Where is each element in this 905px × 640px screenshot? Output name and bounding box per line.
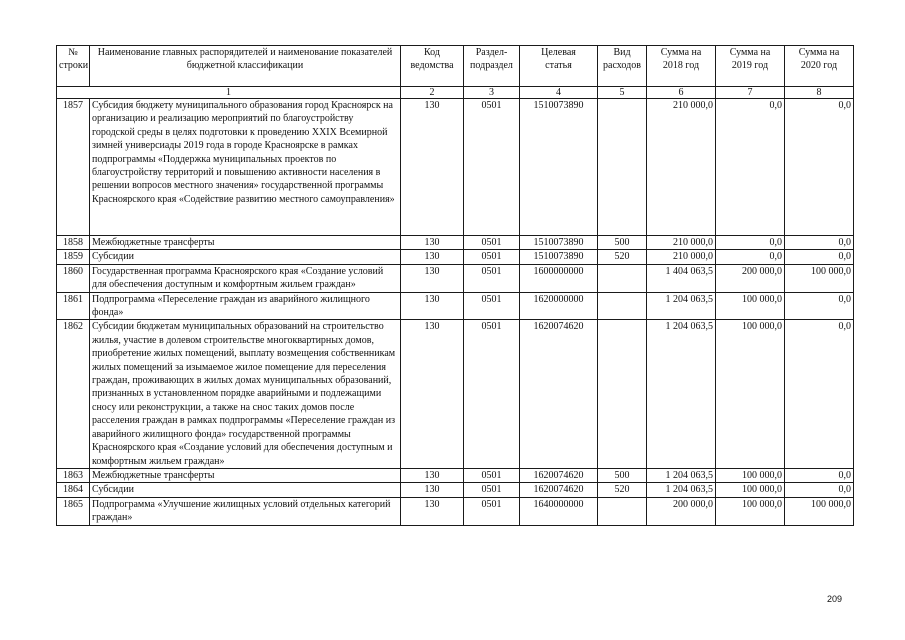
target-article-cell: 1620074620 [520, 320, 598, 468]
row-number-cell: 1862 [57, 320, 90, 468]
table-row [57, 497, 854, 525]
column-number: 7 [716, 87, 785, 99]
target-article-cell: 1510073890 [520, 250, 598, 264]
sum-2019-cell: 100 000,0 [716, 320, 785, 468]
sum-2018-cell: 210 000,0 [647, 250, 716, 264]
target-article-cell: 1510073890 [520, 236, 598, 250]
sum-2018-cell: 1 404 063,5 [647, 264, 716, 292]
name-cell: Государственная программа Красноярского края «Создание условий для обеспечения доступным и комфортным жильем граждан» [90, 264, 401, 292]
sum-2019-cell: 200 000,0 [716, 264, 785, 292]
section-cell: 0501 [464, 320, 520, 468]
budget-table [56, 45, 854, 526]
sum-2018-cell: 1 204 063,5 [647, 483, 716, 497]
row-number-cell: 1861 [57, 292, 90, 320]
name-cell: Подпрограмма «Улучшение жилищных условий отдельных категорий граждан» [90, 497, 401, 525]
sum-2019-cell: 100 000,0 [716, 468, 785, 482]
table-row [57, 483, 854, 497]
table-body [57, 46, 854, 526]
sum-2018-cell: 1 204 063,5 [647, 320, 716, 468]
sum-2020-cell: 100 000,0 [785, 497, 854, 525]
target-article-cell: 1600000000 [520, 264, 598, 292]
header-expense-type: Вид расходов [598, 46, 647, 87]
section-cell: 0501 [464, 468, 520, 482]
sum-2020-cell: 0,0 [785, 99, 854, 236]
expense-type-cell: 520 [598, 250, 647, 264]
dept-code-cell: 130 [401, 264, 464, 292]
column-number: 4 [520, 87, 598, 99]
section-cell: 0501 [464, 497, 520, 525]
section-cell: 0501 [464, 99, 520, 236]
sum-2019-cell: 0,0 [716, 99, 785, 236]
expense-type-cell [598, 264, 647, 292]
expense-type-cell: 500 [598, 236, 647, 250]
header-sum-2018: Сумма на 2018 год [647, 46, 716, 87]
section-cell: 0501 [464, 250, 520, 264]
column-number: 1 [57, 87, 401, 99]
dept-code-cell: 130 [401, 497, 464, 525]
header-name: Наименование главных распорядителей и наименование показателей бюджетной классификации [90, 46, 401, 87]
column-number: 8 [785, 87, 854, 99]
column-number: 3 [464, 87, 520, 99]
header-sum-2020: Сумма на 2020 год [785, 46, 854, 87]
row-number-cell: 1859 [57, 250, 90, 264]
expense-type-cell [598, 497, 647, 525]
target-article-cell: 1620000000 [520, 292, 598, 320]
dept-code-cell: 130 [401, 292, 464, 320]
section-cell: 0501 [464, 264, 520, 292]
sum-2019-cell: 100 000,0 [716, 292, 785, 320]
table-row [57, 468, 854, 482]
column-number-row [57, 87, 854, 99]
row-number-cell: 1860 [57, 264, 90, 292]
sum-2020-cell: 0,0 [785, 236, 854, 250]
sum-2020-cell: 0,0 [785, 292, 854, 320]
target-article-cell: 1620074620 [520, 483, 598, 497]
header-dept-code: Код ведомства [401, 46, 464, 87]
expense-type-cell [598, 99, 647, 236]
sum-2020-cell: 0,0 [785, 250, 854, 264]
sum-2018-cell: 1 204 063,5 [647, 468, 716, 482]
row-number-cell: 1863 [57, 468, 90, 482]
table-row [57, 99, 854, 236]
section-cell: 0501 [464, 483, 520, 497]
sum-2020-cell: 0,0 [785, 320, 854, 468]
expense-type-cell: 500 [598, 468, 647, 482]
header-target-article: Целевая статья [520, 46, 598, 87]
table-row [57, 236, 854, 250]
dept-code-cell: 130 [401, 320, 464, 468]
name-cell: Субсидии [90, 483, 401, 497]
sum-2020-cell: 100 000,0 [785, 264, 854, 292]
expense-type-cell: 520 [598, 483, 647, 497]
name-cell: Межбюджетные трансферты [90, 468, 401, 482]
table-row [57, 292, 854, 320]
row-number-cell: 1858 [57, 236, 90, 250]
dept-code-cell: 130 [401, 250, 464, 264]
row-number-cell: 1865 [57, 497, 90, 525]
row-number-cell: 1857 [57, 99, 90, 236]
sum-2020-cell: 0,0 [785, 468, 854, 482]
section-cell: 0501 [464, 292, 520, 320]
sum-2019-cell: 0,0 [716, 250, 785, 264]
section-cell: 0501 [464, 236, 520, 250]
target-article-cell: 1620074620 [520, 468, 598, 482]
table-row [57, 264, 854, 292]
dept-code-cell: 130 [401, 468, 464, 482]
header-row-number: № строки [57, 46, 90, 87]
page-number: 209 [827, 594, 843, 604]
target-article-cell: 1510073890 [520, 99, 598, 236]
sum-2018-cell: 210 000,0 [647, 236, 716, 250]
header-row [57, 46, 854, 87]
table-row [57, 250, 854, 264]
header-section: Раздел- подраздел [464, 46, 520, 87]
sum-2020-cell: 0,0 [785, 483, 854, 497]
sum-2019-cell: 100 000,0 [716, 497, 785, 525]
row-number-cell: 1864 [57, 483, 90, 497]
dept-code-cell: 130 [401, 483, 464, 497]
dept-code-cell: 130 [401, 236, 464, 250]
dept-code-cell: 130 [401, 99, 464, 236]
column-number: 2 [401, 87, 464, 99]
expense-type-cell [598, 320, 647, 468]
header-sum-2019: Сумма на 2019 год [716, 46, 785, 87]
name-cell: Подпрограмма «Переселение граждан из аварийного жилищного фонда» [90, 292, 401, 320]
name-cell: Субсидии бюджетам муниципальных образований на строительство жилья, участие в долевом строительстве многоквартирных домов, приобретение жилых помещений, выплату возмещения собственникам жилых помещений за изымаемое жилое помещение для переселения граждан, проживающих в жилых домах муниципальных образований, признанных в установленном порядке аварийными и подлежащими сносу или реконструкции, а также на снос таких домов после расселения граждан в рамках подпрограммы «Переселение граждан из аварийного жилищного фонда» государственной программы Красноярского края «Создание условий для обеспечения доступным и комфортным жильем граждан» [90, 320, 401, 468]
column-number: 5 [598, 87, 647, 99]
sum-2018-cell: 200 000,0 [647, 497, 716, 525]
name-cell: Межбюджетные трансферты [90, 236, 401, 250]
table-row [57, 320, 854, 468]
expense-type-cell [598, 292, 647, 320]
column-number: 6 [647, 87, 716, 99]
name-cell: Субсидия бюджету муниципального образования город Красноярск на организацию и реализацию мероприятий по благоустройству городской среды в целях подготовки к проведению XXIX Всемирной зимней универсиады 2019 года в городе Красноярске в рамках подпрограммы «Поддержка муниципальных проектов по благоустройству территорий и повышению активности населения в решении вопросов местного значения» государственной программы Красноярского края «Содействие развитию местного самоуправления» [90, 99, 401, 236]
sum-2018-cell: 1 204 063,5 [647, 292, 716, 320]
target-article-cell: 1640000000 [520, 497, 598, 525]
sum-2018-cell: 210 000,0 [647, 99, 716, 236]
sum-2019-cell: 0,0 [716, 236, 785, 250]
sum-2019-cell: 100 000,0 [716, 483, 785, 497]
name-cell: Субсидии [90, 250, 401, 264]
